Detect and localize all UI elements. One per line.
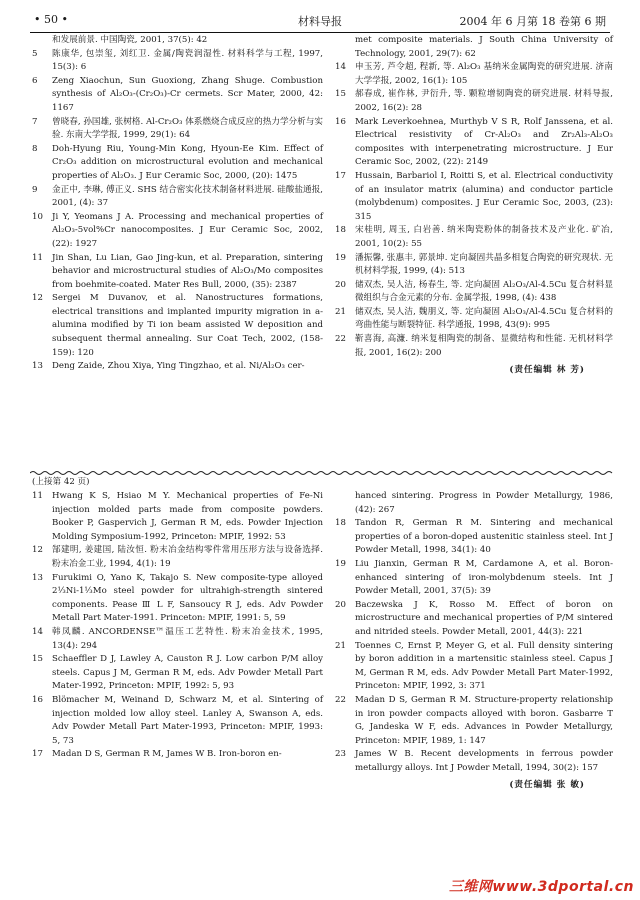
reference-item [30, 184, 323, 211]
reference-text: Deng Zaide, Zhou Xiya, Ying Tingzhao, et al. Ni/Al₂O₃ cer- [52, 361, 305, 372]
section-divider-wavy [30, 470, 613, 476]
reference-item [30, 292, 323, 360]
reference-number: 17 [335, 170, 346, 181]
reference-number: 11 [32, 491, 43, 501]
reference-text: 金正中, 李琳, 傅正义. SHS 结合密实化技术制备材料进展. 硅酸盐通报, 2001, (4): 37 [52, 184, 323, 209]
reference-item [333, 694, 613, 748]
reference-number: 13 [32, 572, 43, 583]
reference-item [333, 306, 613, 333]
reference-item [30, 544, 323, 571]
reference-item [30, 572, 323, 626]
reference-text: Toennes C, Ernst P, Meyer G, et al. Full density sintering by boron addition in a martensitic stainless steel. Capus J M, German R M, eds. Adv Powder Metall Part Mater-1992, Princeton: MPIF, 1992, 3: 371 [355, 640, 613, 692]
reference-text: Hussain, Barbariol I, Roitti S, et al. Electrical conductivity of an insulator matrix (alumina) and conductor particle (molybdenum) composites. J Eur Ceramic Soc, 2003, (23): 315 [355, 170, 613, 222]
reference-item [30, 653, 323, 694]
reference-item [30, 75, 323, 116]
reference-item [333, 599, 613, 640]
reference-number: 12 [32, 545, 43, 556]
reference-item [30, 34, 323, 48]
reference-number: 9 [32, 184, 38, 195]
reference-text: Furukimi O, Yano K, Takajo S. New composite-type alloyed 2⅓Ni-1⅓Mo steel powder for ultrahigh-strength sintered components. Pease Ⅲ L F, Sansoucy R J, eds. Adv Powder Metall Part Mater-1991. Princeton: MPIF, 1991: 5, 59 [52, 572, 323, 624]
reference-text: Jin Shan, Lu Lian, Gao Jing-kun, et al. Preparation, sintering behavior and microstructural studies of Al₂O₃/Mo composites from boehmite-coated. Mater Res Bull, 2000, (35): 2387 [52, 252, 323, 290]
reference-item [30, 694, 323, 748]
reference-text: 储双杰, 吴人洁, 魏朋义, 等. 定向凝固 Al₂O₃/Al-4.5Cu 复合材料的弯曲性能与断裂特征. 科学通报, 1998, 43(9): 995 [355, 306, 613, 331]
reference-text: 陈康华, 包崇玺, 刘红卫. 金属/陶瓷润湿性. 材料科学与工程, 1997, 15(3): 6 [52, 48, 323, 73]
reference-number: 15 [32, 654, 43, 665]
reference-text: 宋桂明, 周玉, 白岩善. 纳米陶瓷粉体的制备技术及产业化. 矿冶, 2001, 10(2): 55 [355, 225, 613, 249]
reference-text: 潘振馨, 张惠丰, 郭景坤. 定向凝固共晶多相复合陶瓷的研究现状. 无机材料学报, 1999, (4): 513 [355, 252, 613, 277]
reference-text: 和发展前景. 中国陶瓷, 2001, 37(5): 42 [52, 35, 208, 45]
reference-item [333, 34, 613, 61]
reference-number: 22 [335, 334, 346, 345]
reference-text: 曾晓春, 孙国雄, 张树格. Al-Cr₂O₃ 体系燃烧合成反应的热力学分析与实验. 东南大学学报, 1999, 29(1): 64 [52, 116, 323, 141]
reference-text: Mark Leverkoehnea, Murthyb V S R, Rolf Janssena, et al. Electrical resistivity of Cr-Al₂O₃ and Zr₂Al₃-Al₂O₃ composites with interpenetrating microstructure. J Eur Ceramic Soc, 2002, (22): 2149 [355, 116, 613, 168]
issue-info: 2004 年 6 月第 18 卷第 6 期 [459, 15, 606, 28]
reference-number: 21 [335, 306, 346, 317]
reference-number: 12 [32, 293, 43, 304]
reference-item [333, 170, 613, 224]
reference-text: Ji Y, Yeomans J A. Processing and mechanical properties of Al₂O₃-5vol%Cr nanocomposites. J Eur Ceramic Soc, 2002, (22): 1927 [52, 211, 323, 249]
reference-item [30, 211, 323, 252]
reference-item [333, 748, 613, 775]
reference-number: 16 [335, 116, 346, 127]
reference-number: 13 [32, 361, 43, 372]
reference-text: 储双杰, 吴人洁, 杨春生, 等. 定向凝固 Al₂O₃/Al-4.5Cu 复合材料显微组织与合金元素的分布. 金属学报, 1998, (4): 438 [355, 279, 613, 304]
reference-text: 申玉芳, 芦令超, 程新, 等. Al₂O₃ 基纳米金属陶瓷的研究进展. 济南大学学报, 2002, 16(1): 105 [355, 62, 613, 86]
site-watermark: 三维网www.3dportal.cn [448, 879, 634, 895]
reference-text: Sergei M Duvanov, et al. Nanostructures formations, electrical transitions and implanted impurity migration in a-alumina modified by Ti ion beam assisted W deposition and subsequent thermal annealing. Sur Coat Tech, 2002, (158-159): 120 [52, 293, 323, 358]
reference-number: 20 [335, 279, 346, 290]
top-left-reference-list [30, 34, 323, 374]
journal-title: 材料导报 [298, 15, 342, 28]
reference-text: Madan D S, German R M. Structure-property relationship in iron powder compacts alloyed with boron. Gasbarre T G, Jandeska W F, eds. Advances in Powder Metallurgy, Princeton: MPIF, 1989, 1: 147 [355, 694, 613, 746]
reference-number: 14 [32, 626, 43, 637]
reference-number: 10 [32, 211, 43, 222]
reference-number: 22 [335, 694, 346, 705]
reference-text: Schaeffler D J, Lawley A, Causton R J. Low carbon P/M alloy steels. Capus J M, German R M, eds. Adv Powder Metall Part Mater-1992, Princeton: MPIF, 1992: 5, 93 [52, 654, 323, 692]
reference-text: Baczewska J K, Rosso M. Effect of boron on microstructure and mechanical properties of P/M sintered and nitrided steels. Powder Metall, 2001, 44(3): 221 [355, 599, 613, 637]
reference-number: 20 [335, 599, 346, 610]
reference-item [333, 640, 613, 694]
reference-number: 23 [335, 749, 346, 760]
bottom-right-reference-list [333, 490, 613, 793]
reference-item [333, 333, 613, 360]
reference-item [333, 252, 613, 279]
reference-number: 5 [32, 48, 38, 59]
reference-number: 19 [335, 252, 346, 263]
reference-item [333, 490, 613, 517]
reference-item [333, 88, 613, 115]
reference-text: 郜建明, 姜建国, 陆汝恒. 粉末冶金结构零件常用压形方法与设备选择. 粉末冶金工业, 1994, 4(1): 19 [52, 545, 323, 569]
reference-text: Zeng Xiaochun, Sun Guoxiong, Zhang Shuge. Combustion synthesis of Al₂O₃-(Cr₂O₃)-Cr cermets. Scr Mater, 2000, 42: 1167 [52, 75, 323, 113]
reference-number: 15 [335, 89, 346, 100]
bottom-left-reference-list [30, 490, 323, 762]
reference-text: hanced sintering. Progress in Powder Metallurgy, 1986, (42): 267 [355, 491, 613, 515]
reference-text: James W B. Recent developments in ferrous powder metallurgy alloys. Int J Powder Metall, 1994, 30(2): 157 [355, 749, 613, 773]
editor-credit-top: (责任编辑 林 芳) [509, 365, 585, 376]
reference-text: Doh-Hyung Riu, Young-Min Kong, Hyoun-Ee Kim. Effect of Cr₂O₃ addition on microstructural evolution and mechanical properties of Al₂O₃. J Eur Ceramic Soc, 2000, (20): 1475 [52, 143, 323, 181]
reference-item [30, 143, 323, 184]
reference-item [333, 279, 613, 306]
reference-text: 靳喜海, 高濂. 纳米复相陶瓷的制备、显微结构和性能. 无机材料学报, 2001, 16(2): 200 [355, 334, 613, 358]
reference-number: 19 [335, 558, 346, 569]
reference-text: 韩凤麟. ANCORDENSE™温压工艺特性. 粉末冶金技术, 1995, 13(4): 294 [52, 626, 323, 651]
reference-number: 18 [335, 518, 346, 529]
page-header [30, 10, 610, 33]
editor-credit-bottom: (责任编辑 张 敏) [509, 780, 585, 791]
reference-number: 11 [32, 252, 43, 263]
reference-text: Blömacher M, Weinand D, Schwarz M, et al. Sintering of injection molded low alloy steel. Lanley A, Swanson A, eds. Adv Powder Metall Part Mater-1993, Princeton: MPIF, 1993: 5, 73 [52, 694, 323, 746]
reference-number: 6 [32, 75, 38, 86]
continued-from-label: (上接第 42 页) [32, 477, 90, 487]
reference-item [30, 360, 323, 374]
reference-number: 18 [335, 225, 346, 236]
reference-number: 7 [32, 116, 38, 127]
reference-item [333, 61, 613, 88]
page-number: • 50 • [34, 13, 68, 26]
reference-number: 16 [32, 694, 43, 705]
reference-number: 17 [32, 749, 43, 760]
reference-item [30, 748, 323, 762]
reference-text: Madan D S, German R M, James W B. Iron-boron en- [52, 749, 282, 760]
reference-item [333, 558, 613, 599]
top-right-reference-list [333, 34, 613, 378]
reference-text: Liu Jianxin, German R M, Cardamone A, et al. Boron-enhanced sintering of iron-molybdenum steels. Int J Powder Metall, 2001, 37(5): 39 [355, 558, 613, 597]
reference-item [333, 116, 613, 170]
reference-number: 8 [32, 143, 38, 154]
bottom-right-refs [333, 490, 613, 775]
reference-item [30, 48, 323, 75]
reference-number: 21 [335, 640, 346, 651]
wavy-line-icon [30, 470, 613, 476]
reference-text: 郝春成, 崔作林, 尹衍升, 等. 颗粒增韧陶瓷的研究进展. 材料导报, 2002, 16(2): 28 [355, 89, 613, 113]
reference-text: Tandon R, German R M. Sintering and mechanical properties of a boron-doped austenitic stainless steel. Int J Powder Metall, 1998, 34(1): 40 [355, 518, 613, 556]
top-right-refs [333, 34, 613, 360]
reference-item [30, 252, 323, 293]
reference-text: met composite materials. J South China University of Technology, 2001, 29(7): 62 [355, 35, 613, 59]
reference-text: Hwang K S, Hsiao M Y. Mechanical properties of Fe-Ni injection molded parts made from composite powders. Booker P, Gaspervich J, German R M, eds. Powder Injection Molding Symposium-1992, Princeton: MPIF, 1992: 53 [52, 491, 323, 542]
reference-item [333, 224, 613, 251]
reference-item [30, 626, 323, 653]
reference-number: 14 [335, 62, 346, 73]
reference-item [333, 517, 613, 558]
reference-item [30, 116, 323, 143]
reference-item [30, 490, 323, 544]
